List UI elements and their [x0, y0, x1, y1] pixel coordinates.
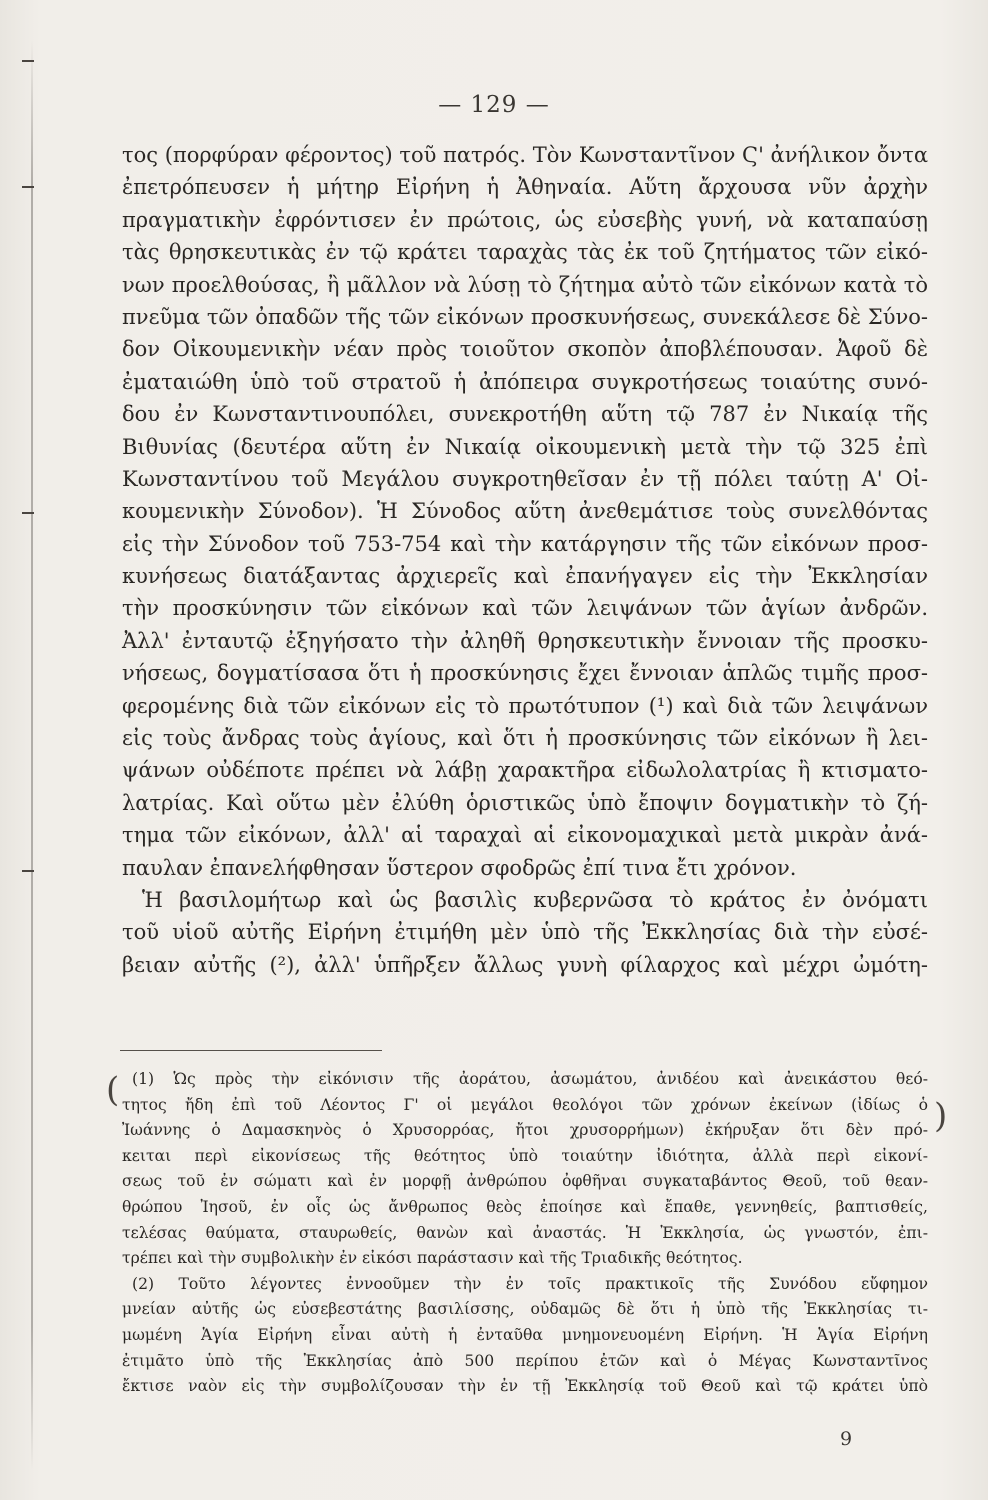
text-line: τημα τῶν εἰκόνων, ἀλλ' αἱ ταραχαὶ αἱ εἰκονομαχικαὶ μετὰ μικρὰν ἀνά-	[122, 823, 928, 848]
text-line: κουμενικὴν Σύνοδον). Ἡ Σύνοδος αὕτη ἀνεθεμάτισε τοὺς συνελθόντας	[122, 499, 928, 524]
text-line: τὴν προσκύνησιν τῶν εἰκόνων καὶ τῶν λειψάνων τῶν ἁγίων ἀνδρῶν.	[122, 596, 928, 621]
text-line: Ἡ βασιλομήτωρ καὶ ὡς βασιλὶς κυβερνῶσα τὸ κράτος ἐν ὀνόματι	[142, 887, 928, 912]
page-number: — 129 —	[438, 92, 550, 118]
margin-tick	[22, 512, 34, 514]
footnote-line: κειται περὶ εἰκονίσεως τῆς θεότητος ὑπὸ τοιαύτην ἰδιότητα, ἀλλὰ περὶ εἰκονί-	[122, 1146, 928, 1165]
hand-bracket-mark: (	[106, 1070, 120, 1110]
footnote-line: σεως τοῦ ἐν σώματι καὶ ἐν μορφῇ ἀνθρώπου ὀφθῆναι συγκαταβάντος Θεοῦ, τοῦ θεαν-	[122, 1172, 928, 1191]
text-line: βειαν αὐτῆς (²), ἀλλ' ὑπῆρξεν ἄλλως γυνὴ φίλαρχος καὶ μέχρι ὠμότη-	[122, 952, 928, 977]
text-line: εἰς τοὺς ἄνδρας τοὺς ἁγίους, καὶ ὅτι ἡ προσκύνησις τῶν εἰκόνων ἢ λει-	[122, 726, 928, 751]
text-line: δου ἐν Κωνσταντινουπόλει, συνεκροτήθη αὕτη τῷ 787 ἐν Νικαίᾳ τῆς	[122, 402, 928, 427]
text-line: Ἀλλ' ἐνταυτῷ ἐξηγήσατο τὴν ἀληθῆ θρησκευτικὴν ἔννοιαν τῆς προσκυ-	[122, 628, 928, 653]
text-line: νων προελθούσας, ἢ μᾶλλον νὰ λύσῃ τὸ ζήτημα αὐτὸ τῶν εἰκόνων κατὰ τὸ	[122, 272, 928, 297]
footnote-line: θρώπου Ἰησοῦ, ἐν οἷς ὡς ἄνθρωπος θεὸς ἐποίησε καὶ ἔπαθε, γεννηθείς, βαπτισθείς,	[122, 1197, 928, 1216]
margin-tick	[22, 870, 34, 872]
footnote-line: ἐτιμᾶτο ὑπὸ τῆς Ἐκκλησίας ἀπὸ 500 περίπου ἐτῶν καὶ ὁ Μέγας Κωνσταντῖνος	[122, 1351, 928, 1370]
footnote-line: (2) Τοῦτο λέγοντες ἐννοοῦμεν τὴν ἐν τοῖς πρακτικοῖς τῆς Συνόδου εὔφημον	[132, 1274, 928, 1293]
text-line: φερομένης διὰ τῶν εἰκόνων εἰς τὸ πρωτότυπον (¹) καὶ διὰ τῶν λειψάνων	[122, 693, 928, 718]
footnote-line: τρέπει καὶ τὴν συμβολικὴν ἐν εἰκόσι παράστασιν καὶ τῆς Τριαδικῆς θεότητος.	[122, 1249, 743, 1268]
footnote-line: μωμένη Ἁγία Εἰρήνη εἶναι αὐτὴ ἡ ἐνταῦθα μνημονευομένη Εἰρήνη. Ἡ Ἁγία Εἰρήνη	[122, 1325, 928, 1344]
hand-bracket-mark: )	[934, 1096, 948, 1136]
text-line: κυνήσεως διατάξαντας ἀρχιερεῖς καὶ ἐπανήγαγεν εἰς τὴν Ἐκκλησίαν	[122, 564, 928, 589]
text-line: ἐπετρόπευσεν ἡ μήτηρ Εἰρήνη ἡ Ἀθηναία. Αὕτη ἄρχουσα νῦν ἀρχὴν	[122, 175, 928, 200]
text-line: Κωνσταντίνου τοῦ Μεγάλου συγκροτηθεῖσαν ἐν τῇ πόλει ταύτῃ Α' Οἰ-	[122, 466, 928, 491]
text-line: τὰς θρησκευτικὰς ἐν τῷ κράτει ταραχὰς τὰς ἐκ τοῦ ζητήματος τῶν εἰκό-	[122, 240, 928, 265]
text-line: πνεῦμα τῶν ὀπαδῶν τῆς τῶν εἰκόνων προσκυνήσεως, συνεκάλεσε δὲ Σύνο-	[122, 304, 928, 329]
text-line: πραγματικὴν ἐφρόντισεν ἐν πρώτοις, ὡς εὐσεβὴς γυνή, νὰ καταπαύσῃ	[122, 207, 928, 232]
text-line: λατρίας. Καὶ οὕτω μὲν ἐλύθη ὁριστικῶς ὑπὸ ἔποψιν δογματικὴν τὸ ζή-	[122, 790, 928, 815]
text-line: νήσεως, δογματίσασα ὅτι ἡ προσκύνησις ἔχει ἔννοιαν ἁπλῶς τιμῆς προσ-	[122, 661, 928, 686]
signature-mark: 9	[840, 1428, 853, 1450]
footnote-line: Ἰωάννης ὁ Δαμασκηνὸς ὁ Χρυσορρόας, ἤτοι χρυσορρήμων) ἐκήρυξαν ὅτι δὲν πρό-	[122, 1121, 928, 1140]
text-line: Βιθυνίας (δευτέρα αὕτη ἐν Νικαίᾳ οἰκουμενικὴ μετὰ τὴν τῷ 325 ἐπὶ	[122, 434, 928, 459]
margin-tick	[22, 60, 34, 62]
footnote-line: μνείαν αὐτῆς ὡς εὐσεβεστάτης βασιλίσσης, οὐδαμῶς δὲ ὅτι ἡ ὑπὸ τῆς Ἐκκλησίας τι-	[122, 1300, 928, 1319]
footnotes	[122, 1067, 928, 1400]
footnote-separator	[120, 1050, 382, 1051]
footnote-line: τητος ἤδη ἐπὶ τοῦ Λέοντος Γ' οἱ μεγάλοι θεολόγοι τῶν χρόνων ἐκείνων (ἰδίως ὁ	[122, 1095, 928, 1114]
text-line: δον Οἰκουμενικὴν νέαν πρὸς τοιοῦτον σκοπὸν ἀποβλέπουσαν. Ἀφοῦ δὲ	[122, 337, 928, 362]
footnote-line: (1) Ὡς πρὸς τὴν εἰκόνισιν τῆς ἀοράτου, ἀσωμάτου, ἀνιδέου καὶ ἀνεικάστου θεό-	[132, 1070, 928, 1088]
text-line: παυλαν ἐπανελήφθησαν ὕστερον σφοδρῶς ἐπί τινα ἔτι χρόνον.	[122, 855, 797, 880]
text-line: ἐματαιώθη ὑπὸ τοῦ στρατοῦ ἡ ἀπόπειρα συγκροτήσεως τοιαύτης συνό-	[122, 369, 928, 394]
footnote-line: τελέσας θαύματα, σταυρωθείς, θανὼν καὶ ἀναστάς. Ἡ Ἐκκλησία, ὡς γνωστόν, ἐπι-	[122, 1223, 928, 1242]
footnote-line: ἔκτισε ναὸν εἰς τὴν συμβολίζουσαν τὴν ἐν τῇ Ἐκκλησίᾳ τοῦ Θεοῦ καὶ τῷ κράτει ὑπὸ	[122, 1377, 928, 1396]
text-line: τοῦ υἱοῦ αὐτῆς Εἰρήνη ἐτιμήθη μὲν ὑπὸ τῆς Ἐκκλησίας διὰ τὴν εὐσέ-	[122, 920, 928, 945]
margin-tick	[22, 186, 34, 188]
text-line: ψάνων οὐδέποτε πρέπει νὰ λάβῃ χαρακτῆρα εἰδωλολατρίας ἢ κτισματο-	[122, 758, 928, 783]
binding-edge	[31, 40, 33, 1470]
main-text	[122, 139, 928, 981]
text-line: τος (πορφύραν φέροντος) τοῦ πατρός. Τὸν Κωνσταντῖνον Ϛ' ἀνήλικον ὄντα	[122, 143, 929, 167]
text-line: εἰς τὴν Σύνοδον τοῦ 753-754 καὶ τὴν κατάργησιν τῆς τῶν εἰκόνων προσ-	[122, 531, 928, 556]
